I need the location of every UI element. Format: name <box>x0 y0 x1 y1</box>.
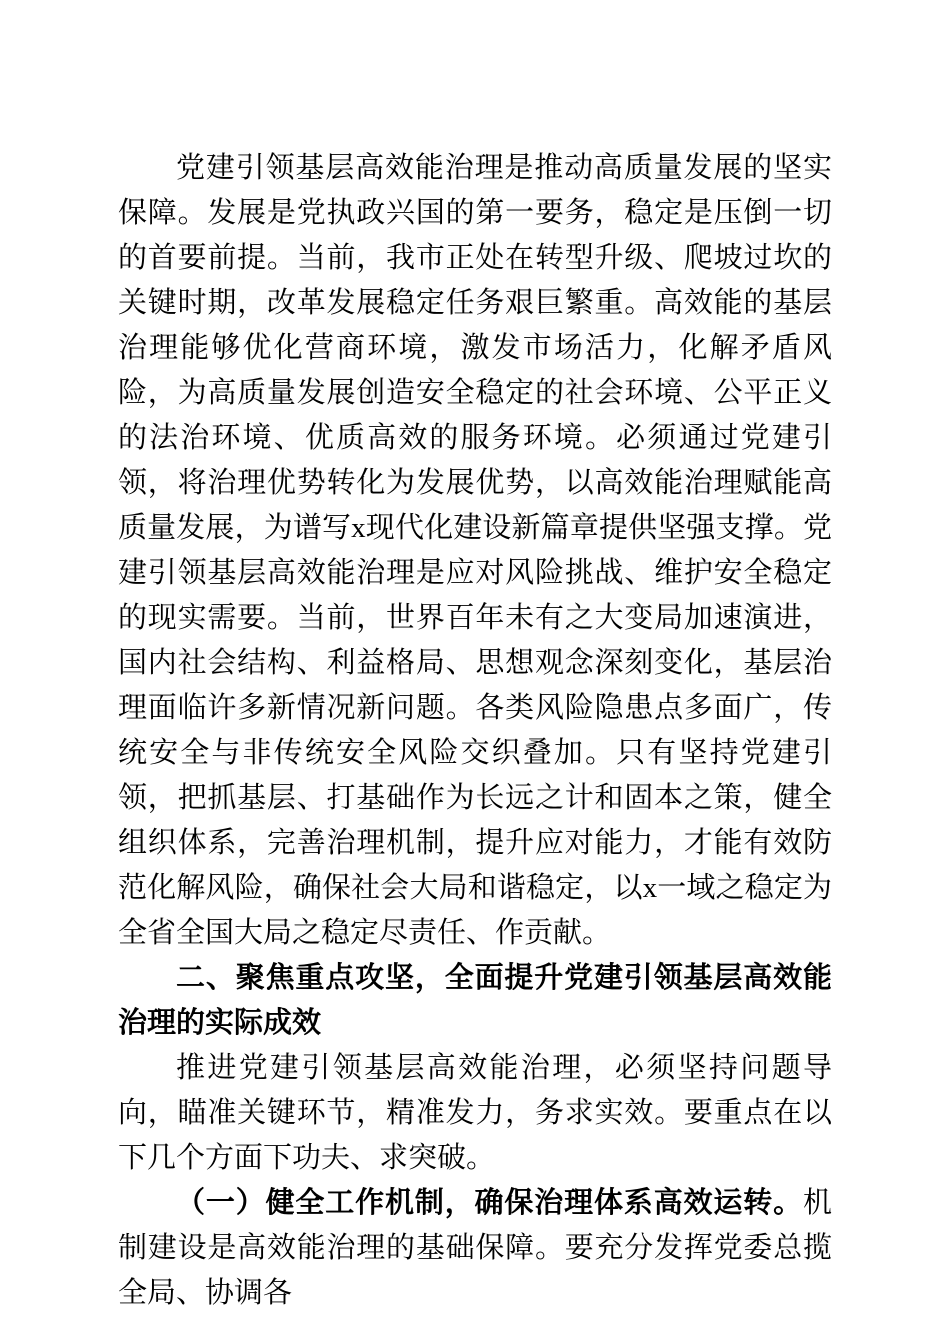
paragraph-1: 党建引领基层高效能治理是推动高质量发展的坚实保障。发展是党执政兴国的第一要务，稳定是压倒一切的首要前提。当前，我市正处在转型升级、爬坡过坎的关键时期，改革发展稳定任务艰巨繁重。高效能的基层治理能够优化营商环境，激发市场活力，化解矛盾风险，为高质量发展创造安全稳定的社会环境、公平正义的法治环境、优质高效的服务环境。必须通过党建引领，将治理优势转化为发展优势，以高效能治理赋能高质量发展，为谱写x现代化建设新篇章提供坚强支撑。党建引领基层高效能治理是应对风险挑战、维护安全稳定的现实需要。当前，世界百年未有之大变局加速演进，国内社会结构、利益格局、思想观念深刻变化，基层治理面临许多新情况新问题。各类风险隐患点多面广，传统安全与非传统安全风险交织叠加。只有坚持党建引领，把抓基层、打基础作为长远之计和固本之策，健全组织体系，完善治理机制，提升应对能力，才能有效防范化解风险，确保社会大局和谐稳定，以x一域之稳定为全省全国大局之稳定尽责任、作贡献。 <box>118 152 832 949</box>
paragraph-3 <box>118 1181 832 1316</box>
paragraph-2: 推进党建引领基层高效能治理，必须坚持问题导向，瞄准关键环节，精准发力，务求实效。要重点在以下几个方面下功夫、求突破。 <box>118 1052 832 1174</box>
section-heading: 二、聚焦重点攻坚，全面提升党建引领基层高效能治理的实际成效 <box>118 962 832 1039</box>
paragraph-3-lead: （一）健全工作机制，确保治理体系高效运转。 <box>176 1187 803 1219</box>
paragraph-3-body: 机制建设是高效能治理的基础保障。要充分发挥党委总揽全局、协调各 <box>118 1187 832 1309</box>
